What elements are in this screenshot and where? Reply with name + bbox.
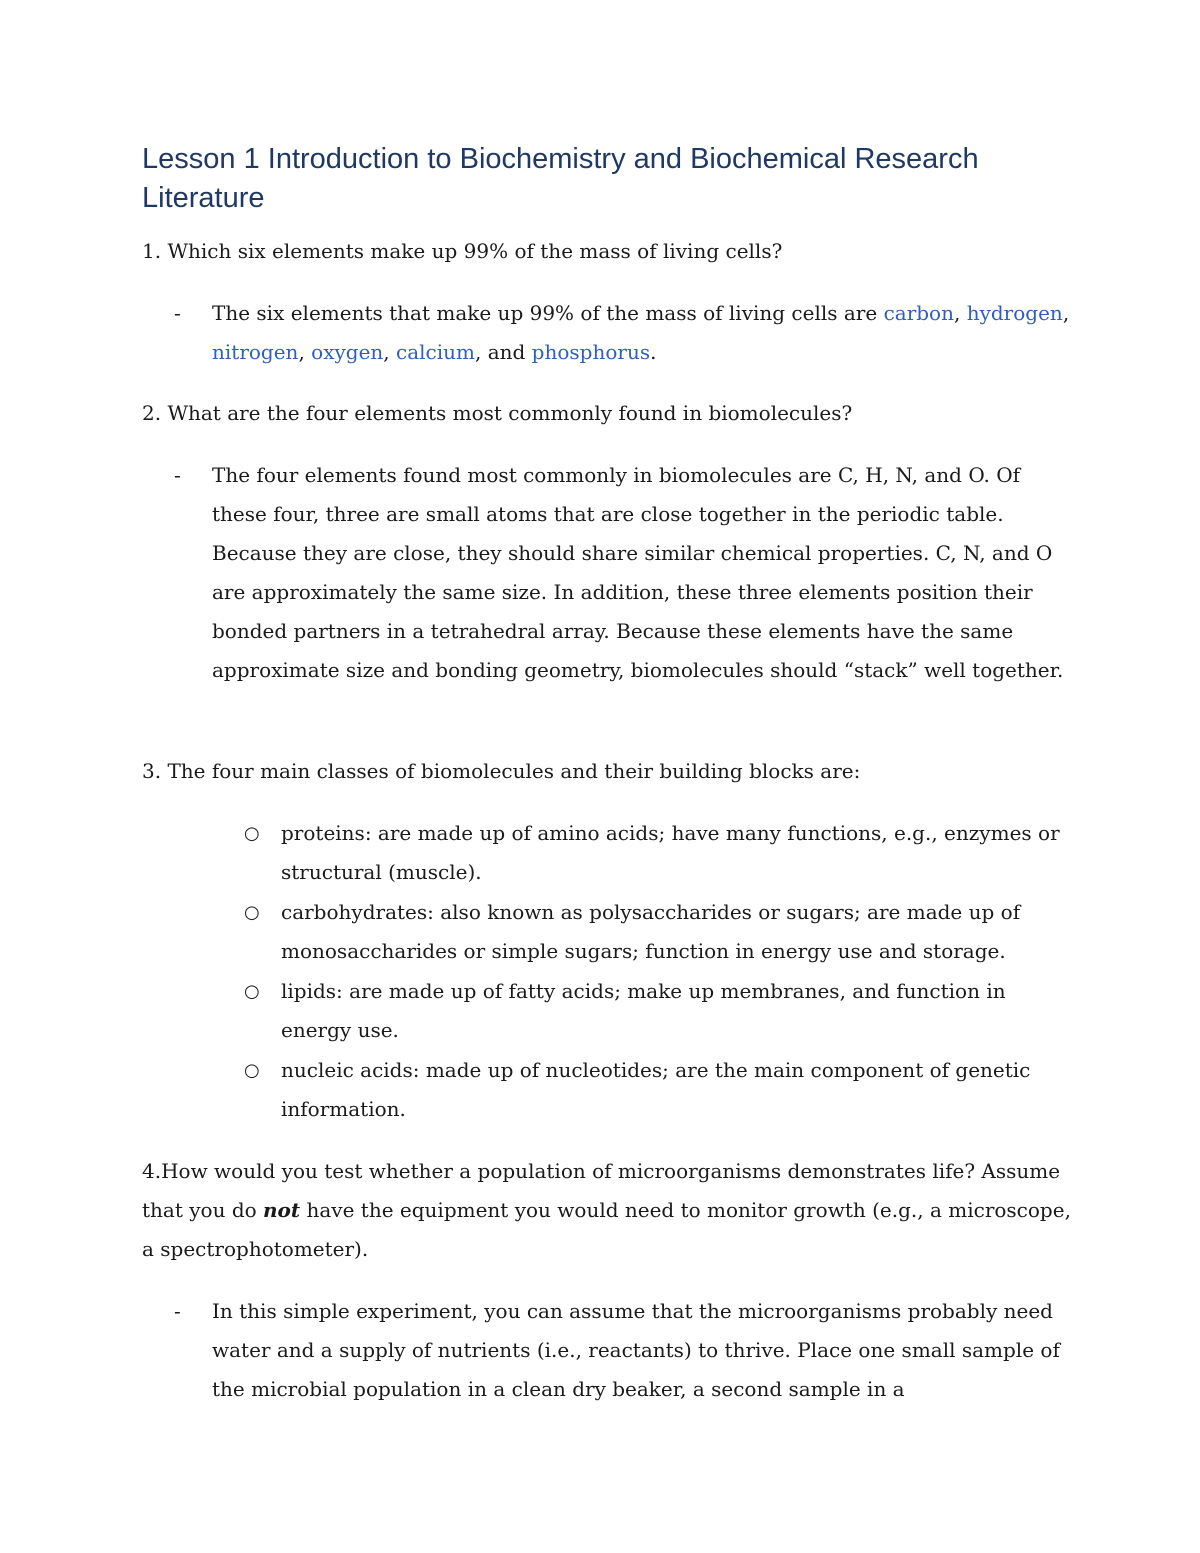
question-1: 1. Which six elements make up 99% of the mass of living cells? [142,239,783,263]
question-3: 3. The four main classes of biomolecules and their building blocks are: [142,759,861,783]
element-carbon-link[interactable]: carbon [883,301,954,325]
question-2: 2. What are the four elements most commonly found in biomolecules? [142,401,853,425]
answer-4-dash: - [174,1299,181,1323]
answer-4: In this simple experiment, you can assume that the microorganisms probably need water and a supply of nutrients (i.e., reactants) to thrive. Place one small sample of the microbial population in a clean dry beaker, a second sample in a [212,1299,1060,1401]
bullet-icon: ○ [244,981,260,1002]
list-item: proteins: are made up of amino acids; have many functions, e.g., enzymes or structural (muscle). [281,821,1060,884]
page-title: Lesson 1 Introduction to Biochemistry and Biochemical Research Literature [142,143,979,214]
element-oxygen-link[interactable]: oxygen [311,340,384,364]
element-nitrogen-link[interactable]: nitrogen [212,340,299,364]
element-calcium-link[interactable]: calcium [396,340,475,364]
list-item: lipids: are made up of fatty acids; make up membranes, and function in energy use. [281,979,1006,1042]
bullet-icon: ○ [244,1060,260,1081]
answer-2: The four elements found most commonly in biomolecules are C, H, N, and O. Of these four, three are small atoms that are close together in the periodic table. Because they are close, they should share similar chemical properties. C, N, and O are approximately the same size. In addition, these three elements position their bonded partners in a tetrahedral array. Because these elements have the same approximate size and bonding geometry, biomolecules should “stack” well together. [212,463,1064,682]
element-phosphorus-link[interactable]: phosphorus [531,340,651,364]
bullet-icon: ○ [244,823,260,844]
list-item: nucleic acids: made up of nucleotides; are the main component of genetic information. [281,1058,1031,1121]
answer-1-dash: - [174,301,181,325]
element-hydrogen-link[interactable]: hydrogen [966,301,1063,325]
answer-1: The six elements that make up 99% of the mass of living cells are carbon, hydrogen, nitrogen, oxygen, calcium, and phosphorus. [212,301,1070,364]
answer-2-dash: - [174,463,181,487]
question-4: 4.How would you test whether a population of microorganisms demonstrates life? Assume that you do not have the equipment you would need to monitor growth (e.g., a microscope, a spectrophotometer). [142,1159,1071,1261]
emphasis-not: not [263,1198,301,1222]
list-item: carbohydrates: also known as polysaccharides or sugars; are made up of monosaccharides or simple sugars; function in energy use and storage. [281,900,1021,963]
bullet-icon: ○ [244,902,260,923]
answer-1-prefix: The six elements that make up 99% of the mass of living cells are [212,301,884,325]
